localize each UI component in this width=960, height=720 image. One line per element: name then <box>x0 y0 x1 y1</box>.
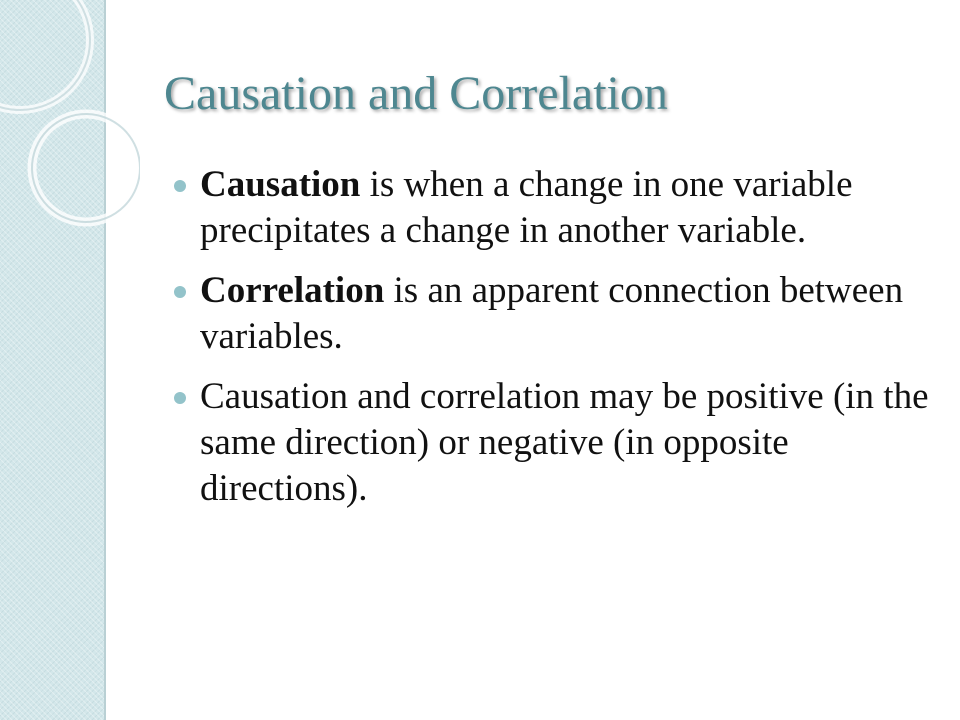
bullet-text: is when a change in one variable precipitates a change in another variable. <box>200 164 853 251</box>
round-bullet-icon <box>174 286 186 298</box>
bullet-item-causation <box>168 162 938 254</box>
round-bullet-icon <box>174 392 186 404</box>
bullet-text: Causation and correlation may be positive (in the same direction) or negative (in opposite directions). <box>200 376 929 509</box>
bullet-item-correlation <box>168 268 938 360</box>
slide-title: Causation and Correlation <box>164 67 668 120</box>
round-bullet-icon <box>174 180 186 192</box>
bullet-term: Causation <box>200 164 361 205</box>
bullet-item-direction <box>168 374 938 512</box>
bullet-term: Correlation <box>200 270 385 311</box>
concentric-rings-icon <box>0 0 140 240</box>
bullet-text: is an apparent connection between variables. <box>200 270 904 357</box>
bullet-list <box>168 162 938 526</box>
